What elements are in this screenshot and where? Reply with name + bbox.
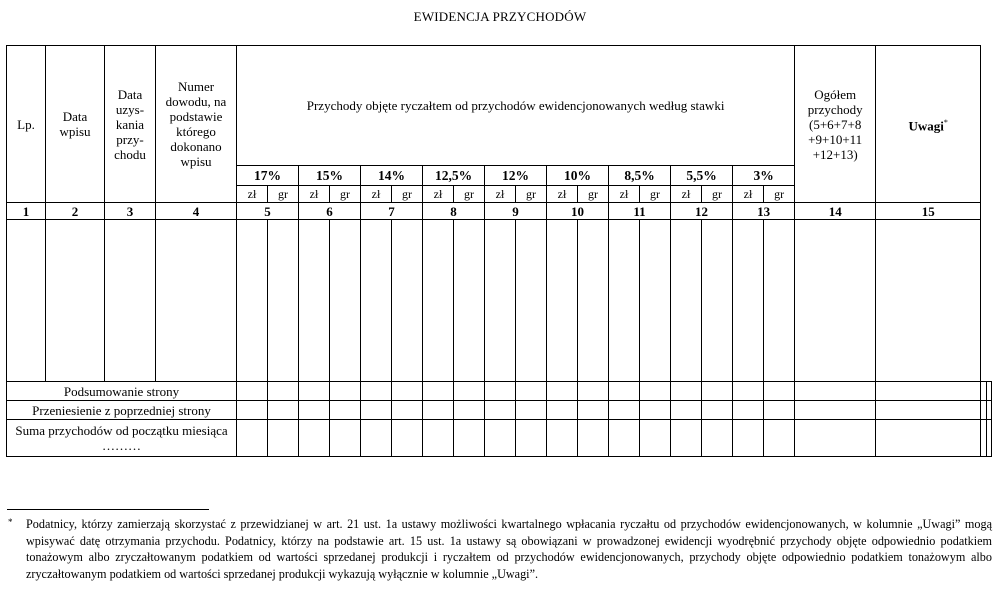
summary-cell[interactable] [764,401,795,420]
revenue-ledger-table [6,45,992,457]
column-number: 10 [547,203,609,220]
summary-cell[interactable] [609,420,640,457]
summary-cell[interactable] [454,420,485,457]
unit-zl: zł [671,186,702,203]
summary-cell[interactable] [764,382,795,401]
summary-cell[interactable] [986,420,991,457]
entry-cell[interactable] [795,220,876,382]
summary-cell[interactable] [795,420,876,457]
summary-cell[interactable] [299,420,330,457]
summary-cell[interactable] [454,382,485,401]
column-number: 12 [671,203,733,220]
rate-14: 14% [361,166,423,186]
entry-cell[interactable] [330,220,361,382]
summary-cell[interactable] [516,420,547,457]
footnote-mark: * [8,517,13,527]
header-ogolem: Ogółem przychody (5+6+7+8 +9+10+11 +12+13) [795,46,876,203]
summary-cell[interactable] [423,401,454,420]
summary-cell[interactable] [330,420,361,457]
entry-cell[interactable] [392,220,423,382]
summary-cell[interactable] [578,420,609,457]
column-number: 2 [46,203,105,220]
summary-cell[interactable] [547,401,578,420]
summary-label-carryover: Przeniesienie z poprzedniej strony [7,401,237,420]
summary-cell[interactable] [299,401,330,420]
summary-cell[interactable] [268,382,299,401]
footnote-text: Podatnicy, którzy zamierzają skorzystać z przewidzianej w art. 21 ust. 1a ustawy możliwości kwartalnego wpłacania ryczałtu od przychodów ewidencjonowanych, w kolumnie „Uwagi” mogą wpisywać datę otrzymania przychodu. Podatnicy, którzy na podstawie art. 15 ust. 1a ustawy są obowiązani w prowadzonej ewidencji wyodrębnić przychody objęte odpowiednio podatkiem tonażowym albo zryczałtowanym podatkiem od wartości sprzedanej produkcji i ryczałtem od przychodów ewidencjonowanych, przychody objęte odpowiednio podatkiem tonażowym albo zryczałtowanym podatkiem od wartości sprzedanej produkcji wykazują wyłącznie w kolumnie „Uwagi”. [26,517,992,581]
summary-cell[interactable] [392,382,423,401]
rate-12: 12% [485,166,547,186]
summary-cell[interactable] [876,382,981,401]
entry-cell[interactable] [485,220,516,382]
entry-cell[interactable] [7,220,46,382]
summary-cell[interactable] [485,382,516,401]
summary-cell[interactable] [671,401,702,420]
unit-gr: gr [764,186,795,203]
summary-cell[interactable] [237,401,268,420]
header-data-wpisu: Data wpisu [46,46,105,203]
column-number: 13 [733,203,795,220]
entry-area-row [7,220,992,382]
summary-cell[interactable] [423,420,454,457]
entry-cell[interactable] [876,220,981,382]
unit-gr: gr [578,186,609,203]
summary-cell[interactable] [361,382,392,401]
entry-cell[interactable] [547,220,578,382]
entry-cell[interactable] [578,220,609,382]
summary-cell[interactable] [764,420,795,457]
column-number: 5 [237,203,299,220]
header-uwagi [876,46,981,203]
summary-cell[interactable] [392,401,423,420]
unit-gr: gr [392,186,423,203]
entry-cell[interactable] [237,220,268,382]
column-number: 1 [7,203,46,220]
summary-cell[interactable] [516,382,547,401]
header-numer-dowodu: Numer dowodu, na podstawie którego dokonano wpisu [156,46,237,203]
summary-cell[interactable] [237,382,268,401]
summary-cell[interactable] [299,382,330,401]
column-number: 14 [795,203,876,220]
summary-cell[interactable] [733,401,764,420]
summary-cell[interactable] [876,420,981,457]
summary-cell[interactable] [547,382,578,401]
entry-cell[interactable] [609,220,640,382]
entry-cell[interactable] [105,220,156,382]
summary-cell[interactable] [485,420,516,457]
rate-12-5: 12,5% [423,166,485,186]
unit-zl: zł [237,186,268,203]
summary-label-page: Podsumowanie strony [7,382,237,401]
entry-cell[interactable] [640,220,671,382]
unit-zl: zł [609,186,640,203]
entry-cell[interactable] [454,220,485,382]
summary-cell[interactable] [640,420,671,457]
header-uwagi-label: Uwagi [908,118,944,134]
summary-cell[interactable] [640,382,671,401]
summary-cell[interactable] [671,382,702,401]
unit-gr: gr [330,186,361,203]
rate-3: 3% [733,166,795,186]
unit-gr: gr [454,186,485,203]
unit-gr: gr [640,186,671,203]
summary-cell[interactable] [609,401,640,420]
unit-zl: zł [547,186,578,203]
summary-cell[interactable] [330,401,361,420]
unit-zl: zł [361,186,392,203]
entry-cell[interactable] [299,220,330,382]
summary-cell[interactable] [392,420,423,457]
entry-cell[interactable] [268,220,299,382]
summary-cell[interactable] [578,382,609,401]
rate-17: 17% [237,166,299,186]
column-number: 3 [105,203,156,220]
summary-cell[interactable] [733,420,764,457]
entry-cell[interactable] [516,220,547,382]
column-number: 6 [299,203,361,220]
rate-15: 15% [299,166,361,186]
summary-cell[interactable] [454,401,485,420]
header-uwagi-mark: * [943,117,948,127]
summary-cell[interactable] [361,401,392,420]
summary-cell[interactable] [876,401,981,420]
summary-cell[interactable] [237,420,268,457]
column-number: 9 [485,203,547,220]
summary-label-month: Suma przychodów od początku miesiąca ……… [7,420,237,457]
unit-gr: gr [268,186,299,203]
unit-gr: gr [516,186,547,203]
unit-zl: zł [299,186,330,203]
summary-cell[interactable] [640,401,671,420]
header-lp: Lp. [7,46,46,203]
summary-cell[interactable] [485,401,516,420]
summary-cell[interactable] [702,382,733,401]
summary-cell[interactable] [795,382,876,401]
summary-cell[interactable] [795,401,876,420]
summary-cell[interactable] [423,382,454,401]
summary-cell[interactable] [516,401,547,420]
summary-cell[interactable] [702,401,733,420]
column-number: 8 [423,203,485,220]
summary-cell[interactable] [671,420,702,457]
summary-cell[interactable] [986,401,991,420]
summary-cell[interactable] [609,382,640,401]
unit-zl: zł [423,186,454,203]
summary-cell[interactable] [268,420,299,457]
rate-8-5: 8,5% [609,166,671,186]
rate-10: 10% [547,166,609,186]
summary-cell[interactable] [733,382,764,401]
entry-cell[interactable] [423,220,454,382]
column-number: 11 [609,203,671,220]
unit-gr: gr [702,186,733,203]
summary-cell[interactable] [361,420,392,457]
summary-cell[interactable] [330,382,361,401]
header-data-uzyskania: Data uzys-kania przy-chodu [105,46,156,203]
summary-cell[interactable] [268,401,299,420]
summary-cell[interactable] [547,420,578,457]
header-przychody: Przychody objęte ryczałtem od przychodów ewidencjonowanych według stawki [237,46,795,166]
entry-cell[interactable] [156,220,237,382]
summary-row-month [7,420,992,457]
document-title: EWIDENCJA PRZYCHODÓW [413,9,587,24]
entry-cell[interactable] [671,220,702,382]
entry-cell[interactable] [764,220,795,382]
summary-cell[interactable] [986,382,991,401]
summary-row-carryover [7,401,992,420]
unit-zl: zł [733,186,764,203]
summary-row-page [7,382,992,401]
summary-cell[interactable] [702,420,733,457]
unit-zl: zł [485,186,516,203]
summary-cell[interactable] [578,401,609,420]
column-number: 4 [156,203,237,220]
column-number: 7 [361,203,423,220]
entry-cell[interactable] [702,220,733,382]
footnote-divider [7,509,209,510]
column-number: 15 [876,203,981,220]
entry-cell[interactable] [361,220,392,382]
rate-5-5: 5,5% [671,166,733,186]
entry-cell[interactable] [46,220,105,382]
entry-cell[interactable] [733,220,764,382]
